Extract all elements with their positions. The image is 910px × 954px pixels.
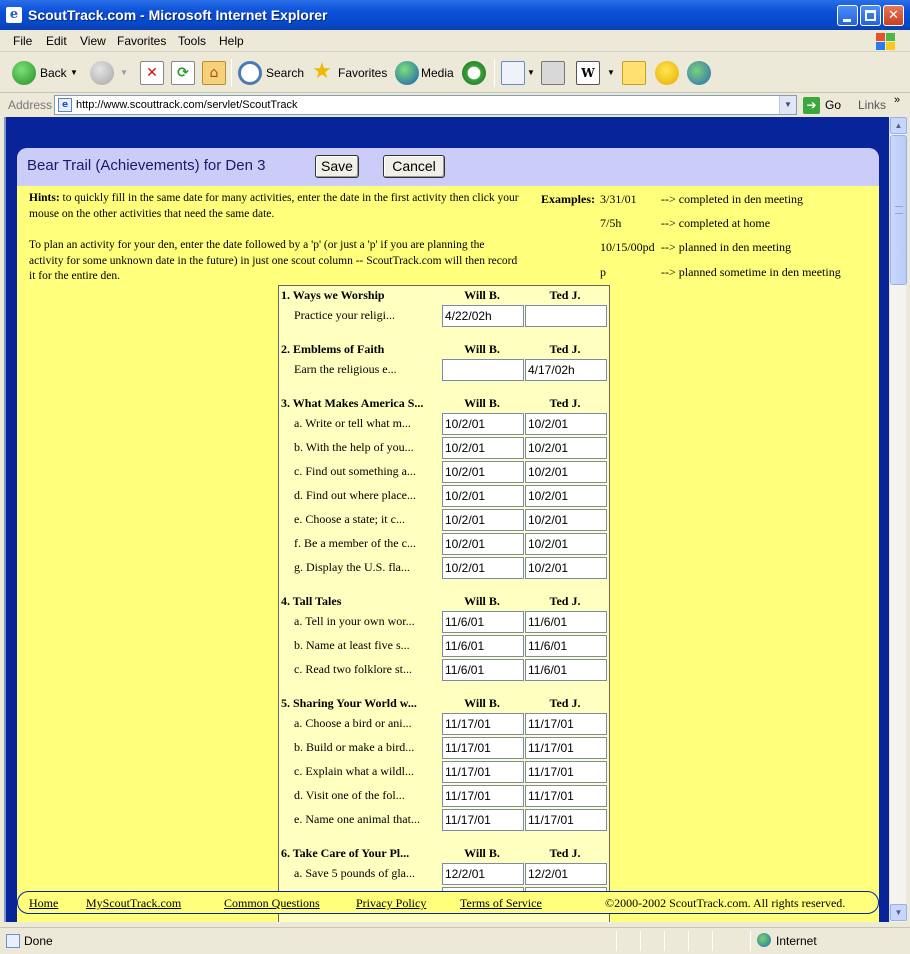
print-button[interactable]	[541, 61, 567, 85]
save-button[interactable]: Save	[315, 155, 359, 178]
date-input[interactable]: 10/2/01	[525, 533, 607, 555]
date-input[interactable]: 11/17/01	[525, 713, 607, 735]
edit-button[interactable]	[576, 61, 616, 85]
menu-edit[interactable]: Edit	[46, 34, 67, 48]
requirement-label: b. With the help of you...	[294, 440, 414, 454]
internet-zone-icon	[757, 933, 771, 947]
requirement-row	[279, 484, 609, 508]
page-title: Bear Trail (Achievements) for Den 3	[27, 157, 266, 174]
back-dropdown-icon[interactable]: ▼	[70, 68, 78, 77]
date-input[interactable]: 10/2/01	[525, 509, 607, 531]
date-input[interactable]: 10/2/01	[525, 557, 607, 579]
date-input[interactable]: 11/6/01	[525, 659, 607, 681]
favorites-button[interactable]: ★ Favorites	[310, 61, 388, 85]
achievement-title: 1. Ways we Worship	[281, 288, 385, 302]
edit-dropdown-icon[interactable]: ▼	[607, 68, 615, 77]
back-arrow-icon	[12, 61, 36, 85]
scout-column-header: Will B.	[464, 846, 500, 860]
panel-body: Hints: to quickly fill in the same date for many activities, enter the date in the first activity then click your mouse on the other activities that need the same date. To plan an activity for your den, enter the date followed by a 'p' (or just a 'p' if you are planning the activity for some unknown date in the future) in just one scout column -- ScoutTrack.com will then record it for the entire den. Examples: 3/31/01 --> completed in den meeting 7/5h --> completed at home 10/15/00pd --> planned in den meeting p --> planned sometime in den meeting 1. Ways we Worship Will B. Ted J. Practice your religi... 4/22/02h 2. Emblems of Faith Will B. Ted J. Earn the religious e... 4/17/02h 3. What Makes America S... Will B. Ted J. a. Write or tell what m... 10/2/01 10/2/01 b. With the help of you... 10/2/01 10/2/01 c. Find out something a... 10/2/01 10/2/01 d. Find out where place... 10/2/01 10/2/01 e. Choose a state; it c... 10/2/01 10/2/01 f. Be a member of the c... 10/2/01 10/2/01 g. Display the U.S. fla... 10/2/01 10/2/01 4. Tall Tales Will B. Ted J. a. Tell in your own wor... 11/6/01 11/6/01 b. Name at least five s... 11/6/01 11/6/01 c. Read two folklore st... 11/6/01 11/6/01 5. Sharing Your World w... Will B. Ted J. a. Choose a bird or ani... 11/17/01 11/17/01 b. Build or make a bird... 11/17/01 11/17/01 c. Explain what a wildl... 11/17/01 11/17/01 d. Visit one of the fol... 11/17/01 11/17/01 e. Name one animal that... 11/17/01 11/17/01 6. Take Care of Your Pl... Will B. Ted J. a. Save 5 pounds of gla... 12/2/01 12/2/01	[17, 186, 879, 922]
requirement-row	[279, 532, 609, 556]
menu-bar	[0, 30, 910, 52]
page-viewport	[4, 117, 889, 922]
hints-body: to quickly fill in the same date for many activities, enter the date in the first activity then click your mouse on the other activities that need the same date.	[29, 192, 519, 220]
discuss-button[interactable]	[622, 61, 646, 85]
requirement-label: Earn the religious e...	[294, 362, 397, 376]
scout-column-header: Ted J.	[549, 342, 581, 356]
star-icon: ★	[312, 59, 332, 84]
requirement-label: b. Build or make a bird...	[294, 740, 415, 754]
requirement-row	[279, 784, 609, 808]
panel-header	[17, 148, 879, 186]
scout-column-header: Ted J.	[549, 396, 581, 410]
achievement-group-header	[279, 844, 609, 862]
date-input[interactable]: 10/2/01	[442, 461, 524, 483]
scroll-down-icon[interactable]: ▼	[890, 904, 907, 921]
close-button[interactable]: ✕	[883, 5, 904, 26]
achievement-group-header	[279, 286, 609, 304]
date-input[interactable]: 11/17/01	[442, 761, 524, 783]
hints-label: Hints:	[29, 192, 60, 204]
date-input[interactable]: 10/2/01	[525, 485, 607, 507]
requirement-label: Practice your religi...	[294, 308, 395, 322]
vertical-scrollbar[interactable]	[889, 117, 906, 922]
date-input[interactable]: 10/2/01	[442, 533, 524, 555]
requirement-row	[279, 658, 609, 682]
stop-icon: ✕	[140, 61, 164, 85]
plan-text: To plan an activity for your den, enter the date followed by a 'p' (or just a 'p' if you are planning the activity for some unknown date in the future) in just one scout column -- ScoutTrack.com will then record it for the entire den.	[29, 239, 518, 282]
cancel-button[interactable]: Cancel	[383, 155, 445, 178]
word-icon: W	[576, 61, 600, 85]
requirement-label: d. Find out where place...	[294, 488, 416, 502]
scout-column-header: Will B.	[464, 696, 500, 710]
date-input[interactable]: 10/2/01	[442, 485, 524, 507]
date-input[interactable]: 12/2/01	[525, 863, 607, 885]
requirement-row	[279, 304, 609, 328]
forward-arrow-icon	[90, 61, 114, 85]
requirement-row	[279, 610, 609, 634]
messenger-button[interactable]	[687, 61, 713, 85]
toolbar	[0, 53, 910, 93]
requirement-label: e. Choose a state; it c...	[294, 512, 405, 526]
menu-view[interactable]: View	[80, 34, 106, 48]
requirement-row	[279, 460, 609, 484]
requirement-row	[279, 862, 609, 886]
achievement-group-header	[279, 340, 609, 358]
examples-label: Examples:	[541, 192, 595, 206]
date-input[interactable]: 11/6/01	[442, 635, 524, 657]
scout-column-header: Ted J.	[549, 594, 581, 608]
window-title: ScoutTrack.com - Microsoft Internet Explorer	[28, 7, 328, 23]
requirement-row	[279, 760, 609, 784]
address-url[interactable]: http://www.scouttrack.com/servlet/ScoutTrack	[76, 99, 298, 111]
chevron-right-icon[interactable]: »	[894, 94, 901, 106]
date-input[interactable]: 10/2/01	[442, 557, 524, 579]
requirement-label: d. Visit one of the fol...	[294, 788, 405, 802]
home-icon: ⌂	[202, 61, 226, 85]
requirement-label: a. Choose a bird or ani...	[294, 716, 412, 730]
requirement-label: f. Be a member of the c...	[294, 536, 416, 550]
date-input[interactable]: 12/2/01	[442, 863, 524, 885]
search-icon	[238, 61, 262, 85]
address-label: Address	[8, 98, 53, 112]
page-done-icon	[6, 934, 20, 948]
scout-column-header: Ted J.	[549, 696, 581, 710]
mail-icon	[501, 61, 525, 85]
requirement-label: c. Find out something a...	[294, 464, 416, 478]
title-bar	[0, 0, 910, 30]
footer-privacy-link[interactable]: Privacy Policy	[356, 896, 427, 910]
forward-dropdown-icon: ▼	[120, 68, 128, 77]
refresh-button[interactable]	[171, 61, 193, 85]
ie-icon: e	[6, 7, 22, 23]
date-input[interactable]: 11/6/01	[442, 611, 524, 633]
date-input[interactable]: 11/17/01	[525, 761, 607, 783]
date-input[interactable]: 10/2/01	[525, 413, 607, 435]
date-input[interactable]: 11/17/01	[442, 737, 524, 759]
date-input[interactable]: 11/17/01	[525, 737, 607, 759]
date-input[interactable]: 11/6/01	[525, 635, 607, 657]
menu-file[interactable]: File	[13, 34, 33, 48]
scout-column-header: Ted J.	[549, 846, 581, 860]
media-button[interactable]: Media	[395, 61, 457, 85]
address-input[interactable]	[54, 95, 797, 115]
date-input[interactable]: 11/17/01	[442, 785, 524, 807]
windows-logo-icon	[872, 31, 898, 51]
scout-column-header: Will B.	[464, 342, 500, 356]
date-input[interactable]: 11/6/01	[525, 611, 607, 633]
status-bar	[0, 927, 910, 954]
date-input[interactable]: 10/2/01	[525, 461, 607, 483]
requirement-row	[279, 358, 609, 382]
date-input[interactable]: 11/17/01	[525, 785, 607, 807]
note-icon	[622, 61, 646, 85]
address-bar: Address e http://www.scouttrack.com/servlet/ScoutTrack ▼ ➔ Go Links »	[0, 94, 910, 116]
requirement-label: c. Explain what a wildl...	[294, 764, 414, 778]
footer-myscouttrack-link[interactable]: MyScoutTrack.com	[86, 896, 182, 910]
achievement-title: 2. Emblems of Faith	[281, 342, 385, 356]
date-input[interactable]: 4/17/02h	[525, 359, 607, 381]
footer-common-questions-link[interactable]: Common Questions	[224, 896, 320, 910]
menu-tools[interactable]: Tools	[178, 34, 207, 48]
requirement-row	[279, 634, 609, 658]
scout-column-header: Will B.	[464, 594, 500, 608]
status-text: Done	[24, 934, 53, 948]
copyright: ©2000-2002 ScoutTrack.com. All rights reserved.	[605, 896, 846, 910]
home-button[interactable]	[202, 61, 226, 85]
achievement-group-header	[279, 394, 609, 412]
requirement-label: e. Name one animal that...	[294, 812, 420, 826]
maximize-button[interactable]	[860, 5, 881, 26]
minimize-button[interactable]	[837, 5, 858, 26]
requirement-row	[279, 736, 609, 760]
stop-button[interactable]	[140, 61, 162, 85]
scout-column-header: Ted J.	[549, 288, 581, 302]
history-icon	[462, 61, 486, 85]
mail-dropdown-icon[interactable]: ▼	[527, 68, 535, 77]
achievement-group-header	[279, 694, 609, 712]
scroll-up-icon[interactable]: ▲	[890, 117, 907, 134]
date-input[interactable]: 11/17/01	[525, 809, 607, 831]
scout-column-header: Will B.	[464, 288, 500, 302]
requirement-label: a. Save 5 pounds of gla...	[294, 866, 415, 880]
requirement-row	[279, 712, 609, 736]
date-input[interactable]: 10/2/01	[442, 413, 524, 435]
achievements-grid	[278, 285, 610, 922]
scroll-thumb[interactable]	[890, 135, 907, 285]
requirement-row	[279, 508, 609, 532]
date-input[interactable]: 11/6/01	[442, 659, 524, 681]
requirement-label: a. Write or tell what m...	[294, 416, 411, 430]
footer-home-link[interactable]: Home	[29, 896, 59, 910]
links-button[interactable]: Links	[858, 98, 887, 112]
history-button[interactable]	[462, 61, 488, 85]
mail-button[interactable]	[501, 61, 535, 85]
refresh-icon: ⟳	[171, 61, 195, 85]
achievement-title: 6. Take Care of Your Pl...	[281, 846, 410, 860]
printer-icon	[541, 61, 565, 85]
address-dropdown-icon[interactable]: ▼	[779, 96, 796, 114]
date-input[interactable]: 4/22/02h	[442, 305, 524, 327]
achievement-title: 4. Tall Tales	[281, 594, 342, 608]
achievement-title: 3. What Makes America S...	[281, 396, 424, 410]
date-input[interactable]: 11/17/01	[442, 809, 524, 831]
achievement-title: 5. Sharing Your World w...	[281, 696, 417, 710]
requirement-label: a. Tell in your own wor...	[294, 614, 415, 628]
requirement-label: g. Display the U.S. fla...	[294, 560, 410, 574]
footer	[17, 891, 879, 914]
security-zone: Internet	[776, 934, 817, 948]
media-icon	[395, 61, 419, 85]
requirement-label: c. Read two folklore st...	[294, 662, 412, 676]
date-input[interactable]	[442, 359, 524, 381]
menu-help[interactable]: Help	[219, 34, 244, 48]
date-input[interactable]: 10/2/01	[442, 509, 524, 531]
date-input[interactable]: 10/2/01	[442, 437, 524, 459]
requirement-label: b. Name at least five s...	[294, 638, 410, 652]
smiley-icon	[655, 61, 679, 85]
page-icon: e	[58, 98, 72, 112]
go-arrow-icon: ➔	[803, 97, 820, 114]
date-input[interactable]	[525, 305, 607, 327]
requirement-row	[279, 808, 609, 832]
menu-favorites[interactable]: Favorites	[117, 34, 167, 48]
forward-button[interactable]	[90, 61, 130, 85]
messenger-icon	[687, 61, 711, 85]
messenger-smiley-button[interactable]	[655, 61, 681, 85]
scout-column-header: Will B.	[464, 396, 500, 410]
achievement-group-header	[279, 592, 609, 610]
search-button[interactable]: Search	[238, 61, 304, 85]
back-button[interactable]: Back ▼	[12, 61, 82, 85]
requirement-row	[279, 412, 609, 436]
date-input[interactable]: 10/2/01	[525, 437, 607, 459]
date-input[interactable]: 11/17/01	[442, 713, 524, 735]
footer-terms-link[interactable]: Terms of Service	[460, 896, 542, 910]
requirement-row	[279, 436, 609, 460]
requirement-row	[279, 556, 609, 580]
